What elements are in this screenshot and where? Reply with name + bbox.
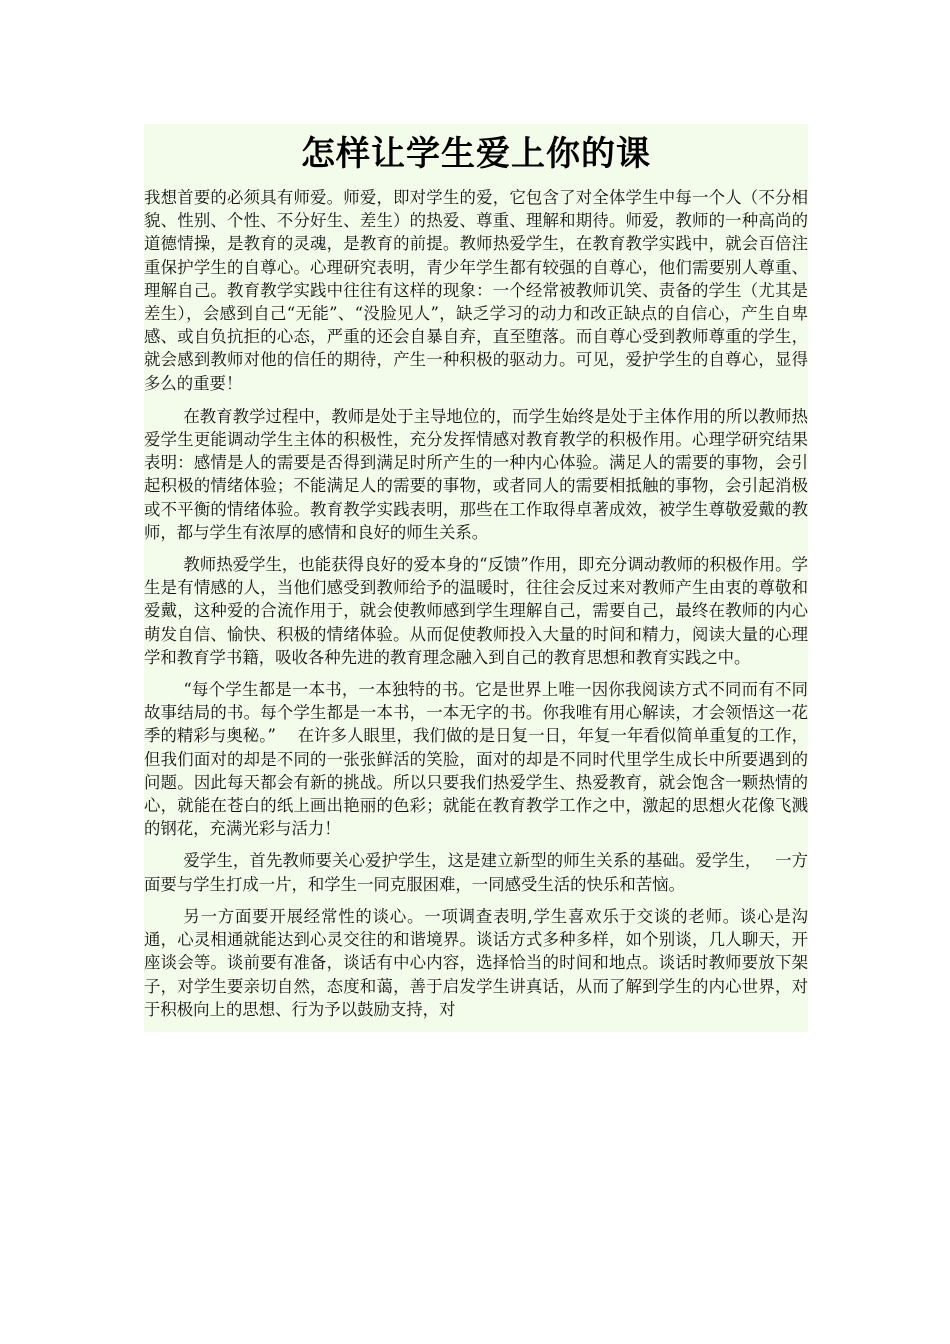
- paragraph-1: 我想首要的必须具有师爱。师爱，即对学生的爱，它包含了对全体学生中每一个人（不分相貌、性别、个性、不分好生、差生）的热爱、尊重、理解和期待。师爱，教师的一种高尚的道德情操，是教育的灵魂，是教育的前提。教师热爱学生，在教育教学实践中，就会百倍注重保护学生的自尊心。心理研究表明，青少年学生都有较强的自尊心，他们需要别人尊重、理解自己。教育教学实践中往往有这样的现象：一个经常被教师讥笑、责备的学生（尤其是差生），会感到自己“无能”、“没脸见人”，缺乏学习的动力和改正缺点的自信心，产生自卑感、或自负抗拒的心态，严重的还会自暴自弃，直至堕落。而自尊心受到教师尊重的学生，就会感到教师对他的信任的期待，产生一种积极的驱动力。可见，爱护学生的自尊心，显得多么的重要！: [144, 188, 808, 393]
- article-title: 怎样让学生爱上你的课: [301, 134, 651, 174]
- paragraph-5: 爱学生，首先教师要关心爱护学生，这是建立新型的师生关系的基础。爱学生， 一方面要与学生打成一片，和学生一同克服困难，一同感受生活的快乐和苦恼。: [144, 851, 808, 894]
- paragraph-3: 教师热爱学生，也能获得良好的爱本身的“反馈”作用，即充分调动教师的积极作用。学生是有情感的人，当他们感受到教师给予的温暖时，往往会反过来对教师产生由衷的尊敬和爱戴，这种爱的合流作用于，就会使教师感到学生理解自己，需要自己，最终在教师的内心萌发自信、愉快、积极的情绪体验。从而促使教师投入大量的时间和精力，阅读大量的心理学和教育学书籍，吸收各种先进的教育理念融入到自己的教育思想和教育实践之中。: [144, 555, 808, 667]
- paragraph-4: “每个学生都是一本书，一本独特的书。它是世界上唯一因你我阅读方式不同而有不同故事结局的书。每个学生都是一本书，一本无字的书。你我唯有用心解读，才会领悟这一花季的精彩与奥秘。” 在许多人眼里，我们做的是日复一日，年复一年看似简单重复的工作，但我们面对的却是不同的一张张鲜活的笑脸，面对的却是不同时代里学生成长中所要遇到的问题。因此每天都会有新的挑战。所以只要我们热爱学生、热爱教育，就会饱含一颗热情的心，就能在苍白的纸上画出艳丽的色彩；就能在教育教学工作之中，激起的思想火花像飞溅的钢花，充满光彩与活力！: [144, 680, 808, 839]
- paragraph-6: 另一方面要开展经常性的谈心。一项调查表明,学生喜欢乐于交谈的老师。谈心是沟通，心灵相通就能达到心灵交往的和谐境界。谈话方式多种多样，如个别谈，几人聊天，开座谈会等。谈前要有准备，谈话有中心内容，选择恰当的时间和地点。谈话时教师要放下架子，对学生要亲切自然，态度和蔼，善于启发学生讲真话，从而了解到学生的内心世界，对于积极向上的思想、行为予以鼓励支持，对: [144, 906, 808, 1019]
- paragraph-2: 在教育教学过程中，教师是处于主导地位的，而学生始终是处于主体作用的所以教师热爱学生更能调动学生主体的积极性，充分发挥情感对教育教学的积极作用。心理学研究结果表明：感情是人的需要是否得到满足时所产生的一种内心体验。满足人的需要的事物，会引起积极的情绪体验；不能满足人的需要的事物，或者同人的需要相抵触的事物，会引起消极或不平衡的情绪体验。教育教学实践表明，那些在工作取得卓著成效，被学生尊敬爱戴的教师，都与学生有浓厚的感情和良好的师生关系。: [144, 406, 808, 542]
- article-body: [144, 124, 808, 1032]
